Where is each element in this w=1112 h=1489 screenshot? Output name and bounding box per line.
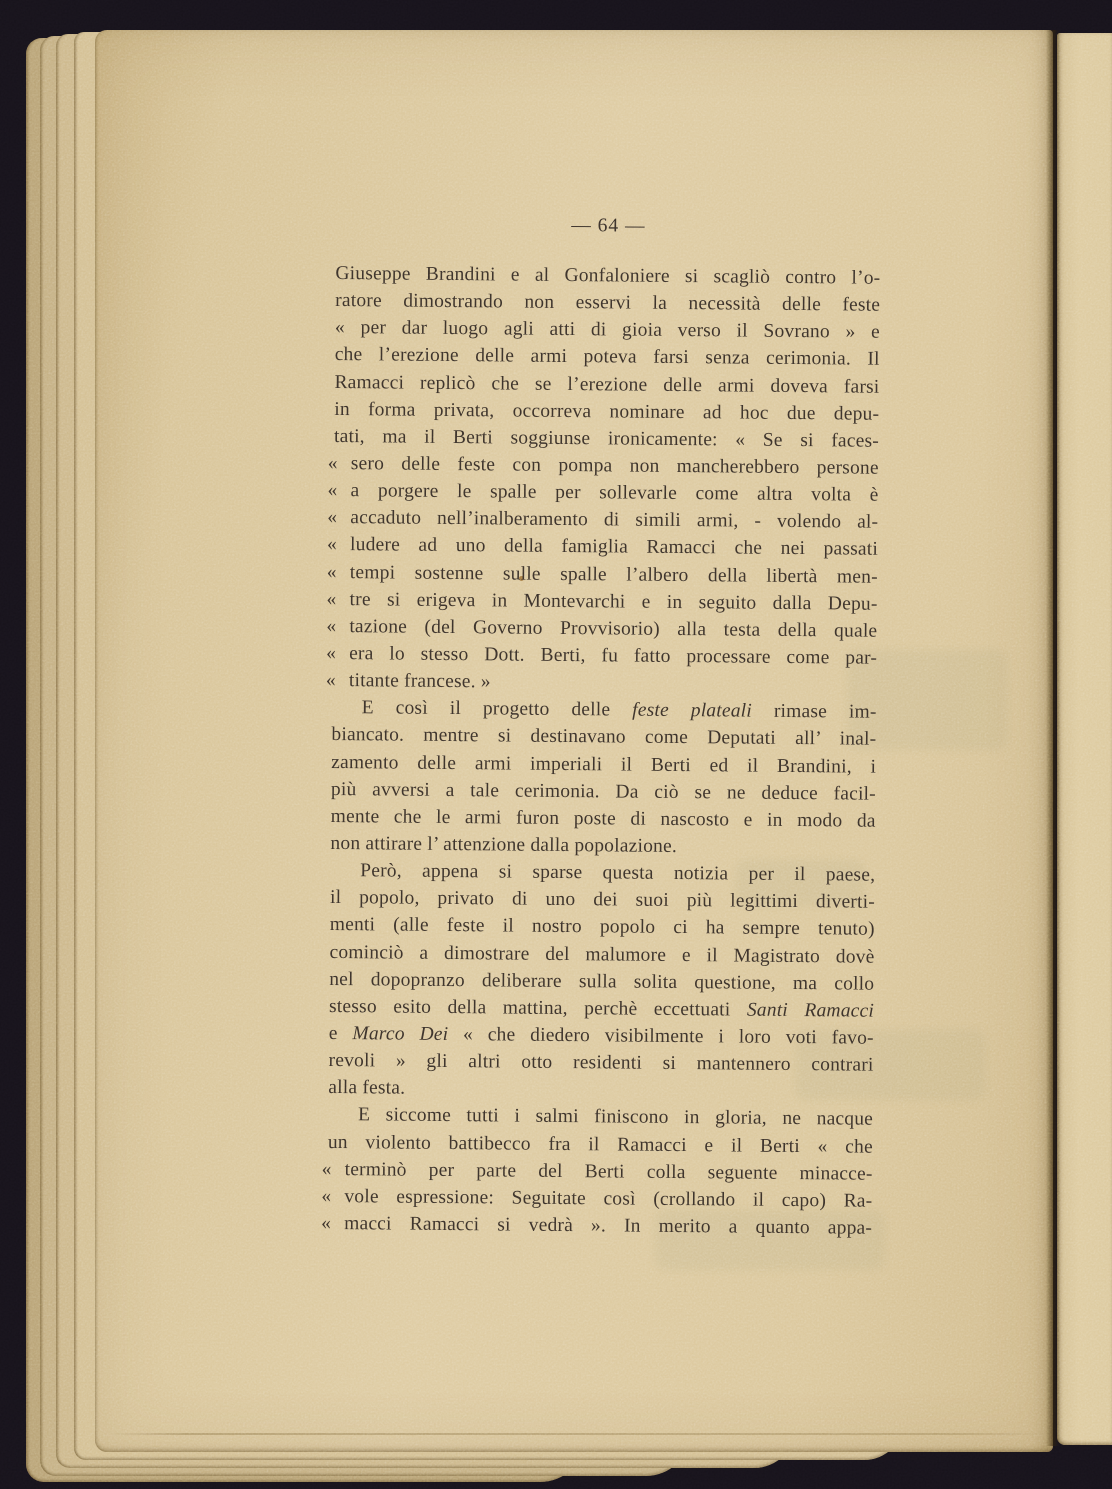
hanging-quote-mark: «	[326, 615, 337, 637]
text-segment: non attirare l’ attenzione dalla popolazione.	[330, 832, 678, 857]
text-segment: « per dar luogo agli atti di gioia verso il Sovrano » e	[334, 317, 881, 344]
hanging-quote-mark: «	[321, 1158, 332, 1180]
hanging-quote-mark: «	[325, 670, 336, 692]
text-segment: alla festa.	[328, 1077, 406, 1099]
text-segment: menti (alle feste il nostro popolo ci ha sempre tenuto)	[329, 914, 875, 941]
text-segment: ludere ad uno della famiglia Ramacci che nei passati	[349, 534, 879, 561]
text-segment: zamento delle armi imperiali il Berti ed il Brandini, i	[331, 751, 877, 778]
hanging-quote-mark: «	[326, 588, 337, 610]
text-segment: era lo stesso Dott. Berti, fu fatto processare come par-	[349, 643, 878, 669]
book-page	[95, 30, 1053, 1452]
text-segment: mente che le armi furon poste di nascosto e in modo da	[330, 805, 876, 832]
text-segment: più avversi a tale cerimonia. Da ciò se ne deduce facil-	[330, 778, 877, 805]
text-segment: Però, appena si sparse questa notizia per il paese,	[360, 860, 876, 886]
text-segment: E così il progetto delle	[361, 697, 633, 721]
text-segment: cominciò a dimostrare del malumore e il Magistrato dovè	[329, 941, 875, 968]
hanging-quote-mark: «	[327, 452, 338, 475]
text-segment: tre si erigeva in Montevarchi e in seguito dalla Depu-	[349, 588, 878, 615]
hanging-quote-mark: «	[326, 561, 337, 583]
page-crease	[109, 1433, 1047, 1435]
hanging-quote-mark: «	[326, 534, 338, 556]
text-segment: sero delle feste con pompa non mancherebbero persone	[350, 453, 879, 479]
text-segment: macci Ramacci si vedrà ». In merito a quanto appa-	[344, 1213, 873, 1239]
text-segment: rimase im-	[751, 700, 877, 723]
page-number: — 64 —	[571, 215, 646, 237]
text-segment: un violento battibecco fra il Ramacci e il Berti « che	[327, 1131, 873, 1158]
text-segment: vole espressione: Seguitate così (crollando il capo) Ra-	[344, 1185, 873, 1212]
text-segment: nel dopopranzo deliberare sulla solita questione, ma collo	[329, 968, 875, 995]
text-line	[321, 1210, 873, 1242]
text-segment: tati, ma il Berti soggiunse ironicamente: « Se si faces-	[333, 425, 880, 452]
text-segment: biancato. mentre si destinavano come Deputati all’ inal-	[331, 724, 877, 751]
text-segment: tazione (del Governo Provvisorio) alla testa della quale	[349, 615, 878, 642]
text-body	[321, 260, 881, 1242]
text-segment: a porgere le spalle per sollevarle come altra volta è	[350, 480, 879, 506]
text-segment: Giuseppe Brandini e al Gonfaloniere si scagliò contro l’o-	[335, 262, 881, 289]
text-segment: il popolo, privato di uno dei suoi più legittimi diverti-	[329, 887, 876, 913]
text-segment: tempi sostenne sulle spalle l’albero della libertà men-	[349, 561, 878, 588]
text-segment: che l’erezione delle armi poteva farsi senza cerimonia. Il	[334, 344, 880, 371]
hanging-quote-mark: «	[321, 1185, 332, 1207]
hanging-quote-mark: «	[326, 642, 337, 664]
printed-text-block	[321, 210, 881, 1242]
text-segment: accaduto nell’inalberamento di simili armi, - volendo al-	[350, 507, 879, 534]
text-segment: stesso esito della mattina, perchè eccettuati	[328, 995, 747, 1021]
text-segment: Ramacci replicò che se l’erezione delle armi doveva farsi	[334, 371, 880, 398]
italic-text: Santi Ramacci	[746, 999, 875, 1022]
text-segment: « che diedero visibilmente i loro voti favo-	[448, 1023, 874, 1049]
text-segment: revoli » gli altri otto residenti si mantennero contrari	[328, 1050, 874, 1076]
hanging-quote-mark: «	[327, 480, 338, 502]
text-segment: terminò per parte del Berti colla seguente minacce-	[344, 1158, 873, 1185]
text-segment: E siccome tutti i salmi finiscono in gloria, ne nacque	[358, 1104, 874, 1131]
italic-text: feste plateali	[632, 699, 753, 722]
text-segment: titante francese. »	[348, 670, 491, 693]
hanging-quote-mark: «	[327, 507, 338, 529]
text-segment: in forma privata, occorreva nominare ad hoc due depu-	[334, 398, 880, 425]
gutter-shadow	[1046, 30, 1060, 1446]
hanging-quote-mark: «	[321, 1212, 332, 1234]
adjacent-page	[1057, 33, 1112, 1445]
italic-text: Marco Dei	[352, 1023, 449, 1045]
text-segment: ratore dimostrando non esservi la necessità delle feste	[335, 290, 881, 316]
text-segment: e	[328, 1022, 353, 1045]
